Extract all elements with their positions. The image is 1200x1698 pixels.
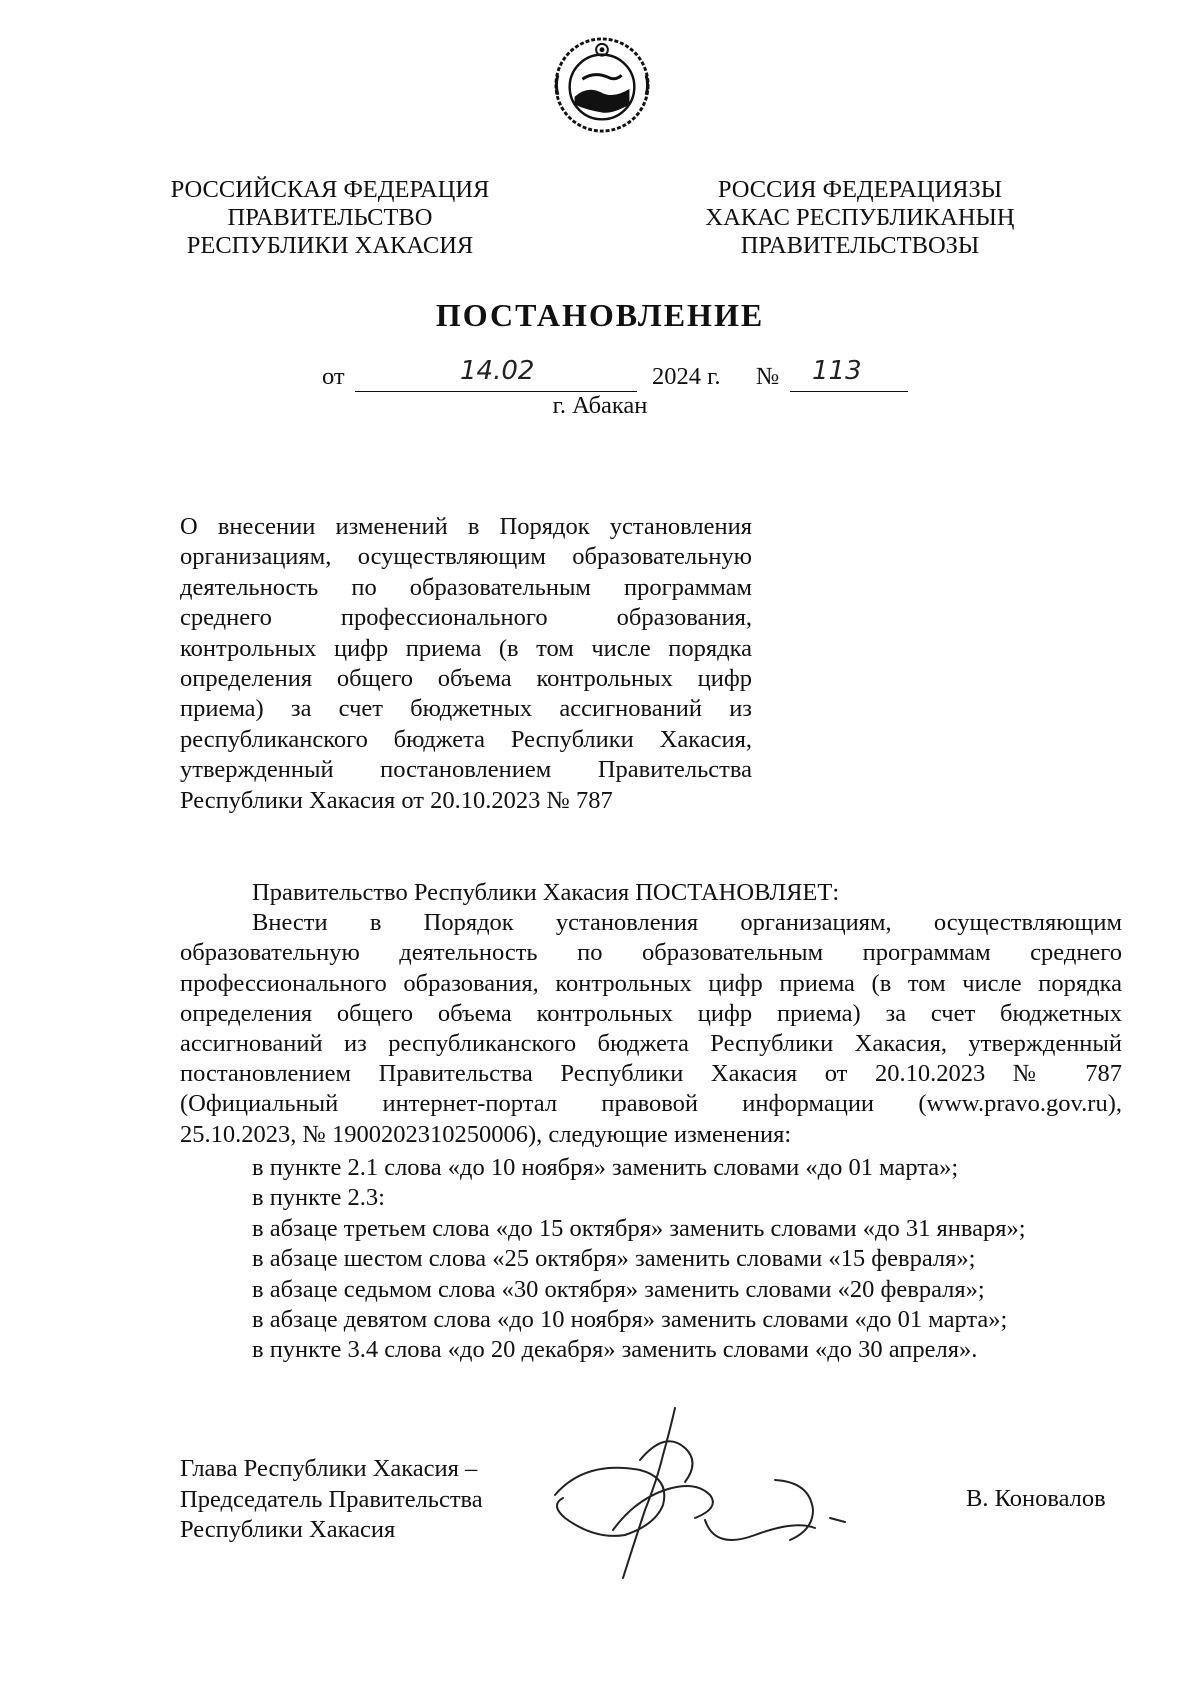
change-item: в пункте 2.3: <box>252 1184 385 1212</box>
change-item: в абзаце шестом слова «25 октября» заменить словами «15 февраля»; <box>252 1245 976 1273</box>
body-paragraph-line: постановлением Правительства Республики Хакасия от 20.10.2023 № 787 <box>180 1060 1122 1088</box>
document-subject <box>180 512 752 816</box>
body-intro: Правительство Республики Хакасия ПОСТАНОВЛЯЕТ: <box>252 879 840 906</box>
signatory-title-line: Глава Республики Хакасия – <box>180 1455 478 1482</box>
body-paragraph-line: определения общего объема контрольных цифр приема) за счет бюджетных <box>180 999 1122 1027</box>
header-left-line: РЕСПУБЛИКИ ХАКАСИЯ <box>186 232 474 259</box>
header-left-line: РОССИЙСКАЯ ФЕДЕРАЦИЯ <box>170 176 490 203</box>
subject-line: О внесении изменений в Порядок установления <box>180 513 752 540</box>
body-paragraph-line: (Официальный интернет-портал правовой информации (www.pravo.gov.ru), <box>180 1090 1122 1118</box>
signatory-title-line: Председатель Правительства <box>180 1485 483 1513</box>
signatory-title-line: Республики Хакасия <box>180 1516 396 1543</box>
header-left-line: ПРАВИТЕЛЬСТВО <box>227 204 433 231</box>
number-handwritten: 113 <box>812 356 862 386</box>
year-label: 2024 г. <box>652 363 721 390</box>
body-paragraph-line: профессионального образования, контрольных цифр приема (в том числе порядка <box>180 969 1122 997</box>
subject-line: определения общего объема контрольных цифр <box>180 665 752 693</box>
change-item: в абзаце девятом слова «до 10 ноября» заменить словами «до 01 марта»; <box>252 1306 1008 1334</box>
subject-line: контрольных цифр приема (в том числе порядка <box>180 634 752 662</box>
header-left <box>140 176 520 260</box>
body-paragraph-line: ассигнований из республиканского бюджета Республики Хакасия, утвержденный <box>180 1030 1122 1058</box>
change-item: в абзаце седьмом слова «30 октября» заменить словами «20 февраля»; <box>252 1275 985 1303</box>
header-right-line: ПРАВИТЕЛЬСТВОЗЫ <box>740 232 980 259</box>
header-right-line: ХАКАС РЕСПУБЛИКАНЫҢ <box>705 204 1015 231</box>
subject-line: организациям, осуществляющим образовательную <box>180 543 752 571</box>
subject-line: деятельность по образовательным программам <box>180 573 752 601</box>
city-label: г. Абакан <box>552 392 648 419</box>
number-label: № <box>756 363 780 390</box>
changes-list <box>252 1153 1026 1366</box>
coat-of-arms-icon <box>553 36 651 134</box>
change-item: в абзаце третьем слова «до 15 октября» заменить словами «до 31 января»; <box>252 1214 1026 1242</box>
date-from-label: от <box>322 363 345 390</box>
subject-line: среднего профессионального образования, <box>180 604 752 632</box>
body-paragraph-line: 25.10.2023, № 1900202310250006), следующие изменения: <box>180 1120 792 1148</box>
change-item: в пункте 3.4 слова «до 20 декабря» заменить словами «до 30 апреля». <box>252 1336 978 1364</box>
document-body <box>180 878 1122 1150</box>
signatory-title <box>180 1454 483 1546</box>
subject-line: приема) за счет бюджетных ассигнований из <box>180 695 752 723</box>
signer-name: В. Коновалов <box>966 1485 1106 1512</box>
header-right-line: РОССИЯ ФЕДЕРАЦИЯЗЫ <box>717 176 1003 203</box>
header-right <box>680 176 1040 260</box>
change-item: в пункте 2.1 слова «до 10 ноября» заменить словами «до 01 марта»; <box>252 1154 959 1181</box>
date-handwritten: 14.02 <box>460 356 535 386</box>
subject-line: утвержденный постановлением Правительства <box>180 756 752 784</box>
body-paragraph-line: образовательную деятельность по образовательным программам среднего <box>180 939 1122 967</box>
handwritten-signature <box>545 1400 885 1590</box>
body-paragraph-line: Внести в Порядок установления организациям, осуществляющим <box>252 909 1122 937</box>
subject-line: республиканского бюджета Республики Хакасия, <box>180 725 752 753</box>
document-type-title: ПОСТАНОВЛЕНИЕ <box>435 297 765 333</box>
subject-line: Республики Хакасия от 20.10.2023 № 787 <box>180 786 613 814</box>
